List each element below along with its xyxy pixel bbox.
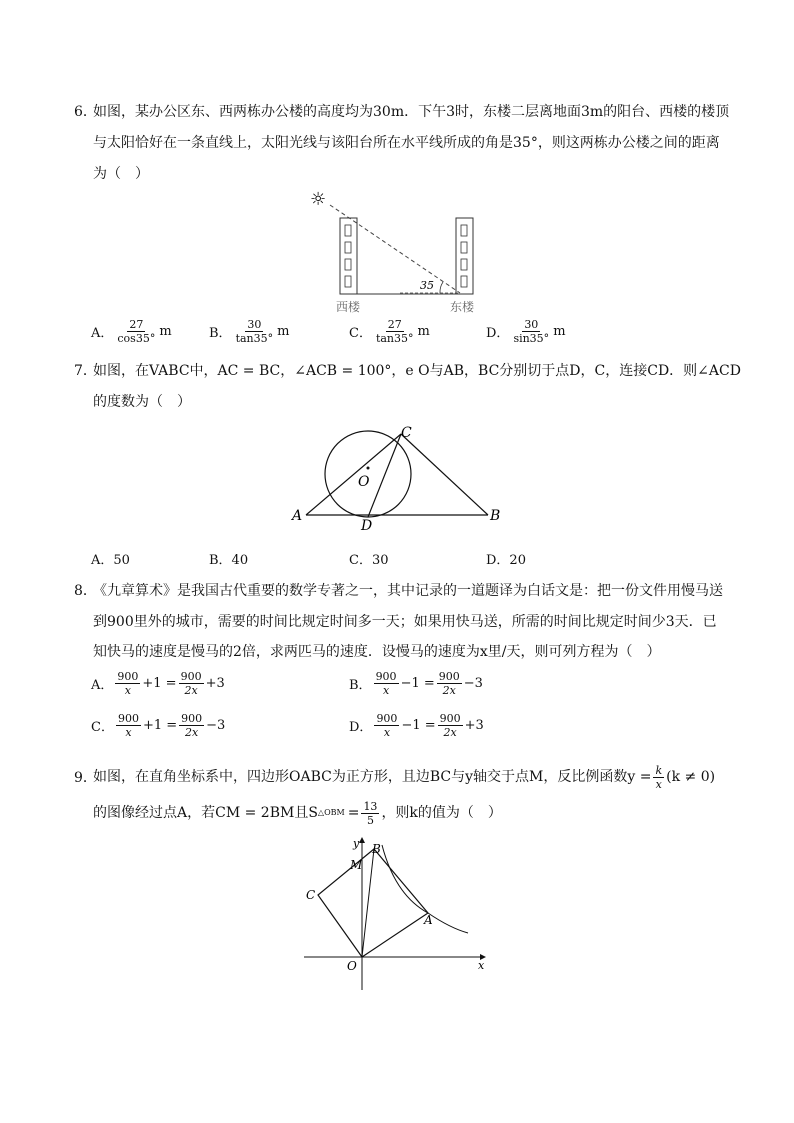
point-c-label: C [306, 888, 316, 902]
point-b-label: B [372, 842, 381, 856]
point-m-label: M [350, 858, 363, 872]
q9-number: 9． [74, 770, 97, 786]
q7-option-b[interactable]: B．40 [209, 553, 249, 568]
option-label: D． [349, 720, 373, 735]
denominator: x [383, 726, 391, 739]
option-label: C． [91, 720, 114, 735]
numerator: 30 [247, 318, 262, 331]
q8-text-line2: 到900里外的城市，需要的时间比规定时间多一天；如果用快马送，所需的时间比规定时间少3天．已 [93, 614, 717, 630]
option-label: B． [209, 326, 232, 341]
q9-figure [300, 835, 500, 995]
q6-option-b[interactable] [209, 318, 289, 345]
numerator: 27 [387, 318, 402, 331]
operator: +1 = [142, 718, 178, 733]
q8-option-b[interactable] [349, 670, 483, 697]
denominator: sin35° [513, 332, 550, 345]
q8-option-d[interactable] [349, 712, 484, 739]
option-label: A． [91, 678, 114, 693]
west-building-label: 西楼 [336, 300, 361, 314]
point-d-label: D [361, 518, 373, 533]
q8-text-line3: 知快马的速度是慢马的2倍，求两匹马的速度．设慢马的速度为x里/天，则可列方程为（ ） [93, 644, 661, 660]
q8-option-c[interactable] [91, 712, 225, 739]
denominator: x [125, 726, 132, 739]
west-building [340, 218, 357, 294]
denominator: 2x [185, 726, 199, 739]
operator: +3 [464, 718, 484, 733]
unit: m [159, 324, 172, 339]
q6-text-line1: 如图，某办公区东、西两栋办公楼的高度均为30m．下午3时，东楼二层离地面3m的阳台、西楼的楼顶 [93, 104, 730, 120]
denominator: 2x [443, 726, 457, 739]
q9-text-line1-start: 如图，在直角坐标系中，四边形OABC为正方形，且边BC与y轴交于点M，反比例函数y = [93, 769, 652, 785]
numerator: 30 [524, 318, 539, 331]
q6-option-c[interactable] [349, 318, 430, 345]
east-building [456, 218, 473, 294]
q8-text-line1: 《九章算术》是我国古代重要的数学专著之一，其中记录的一道题译为白话文是：把一份文件用慢马送 [93, 583, 723, 599]
area-subscript: △OBM [317, 808, 345, 817]
point-b-label: B [490, 508, 501, 524]
q6-text-line3: 为（ ） [93, 166, 149, 182]
numerator: 13 [363, 799, 378, 813]
numerator: 27 [129, 318, 144, 331]
q6-number: 6． [74, 104, 97, 120]
point-a-label: A [424, 913, 433, 927]
q9-text-line2-start: 的图像经过点A，若CM = 2BM且S [93, 805, 318, 821]
q9-text-line2 [93, 796, 502, 830]
numerator: 900 [117, 712, 139, 725]
point-o-label: O [347, 959, 357, 973]
operator: −3 [463, 676, 483, 691]
unit: m [277, 324, 290, 339]
numerator: 900 [439, 712, 461, 725]
axis-x-label: x [478, 959, 485, 972]
denominator: x [382, 684, 390, 697]
q7-number: 7． [74, 363, 97, 379]
east-building-label: 东楼 [450, 300, 475, 314]
q6-text-line2: 与太阳恰好在一条直线上，太阳光线与该阳台所在水平线所成的角是35°，则这两栋办公楼之间的距离 [93, 135, 720, 151]
point-o-label: O [358, 474, 370, 490]
q7-text-line1: 如图，在VABC中，AC = BC，∠ACB = 100°，e O与AB，BC分别切于点D，C，连接CD．则∠ACD [93, 363, 741, 379]
option-label: B． [349, 678, 372, 693]
operator: +3 [205, 676, 225, 691]
q7-figure [290, 418, 510, 533]
operator: −3 [206, 718, 226, 733]
operator: +1 = [142, 676, 177, 691]
denominator: 2x [442, 684, 456, 697]
q8-option-a[interactable] [91, 670, 225, 697]
unit: m [553, 324, 566, 339]
equals-sign: = [347, 805, 360, 821]
operator: −1 = [401, 718, 436, 733]
numerator: 900 [376, 712, 398, 725]
denominator: cos35° [117, 332, 156, 345]
angle-label: 35 [420, 279, 434, 292]
q9-text-line1 [93, 760, 715, 794]
numerator: 900 [438, 670, 460, 683]
option-label: A． [91, 326, 114, 341]
denominator: tan35° [235, 332, 274, 345]
q9-text-line2-end: ，则k的值为（ ） [381, 805, 502, 821]
numerator: 900 [375, 670, 397, 683]
q7-text-line2: 的度数为（ ） [93, 394, 191, 410]
denominator: x [124, 684, 131, 697]
axis-y-label: y [353, 837, 360, 850]
q7-option-d[interactable]: D．20 [486, 553, 526, 568]
sun-icon: ☼ [310, 189, 327, 210]
numerator: 900 [180, 670, 202, 683]
numerator: 900 [117, 670, 139, 683]
q9-text-line1-end: (k ≠ 0) [666, 769, 716, 785]
q6-option-d[interactable] [486, 318, 566, 345]
denominator: 5 [366, 813, 374, 827]
q6-option-a[interactable] [91, 318, 172, 345]
q6-figure [300, 185, 500, 320]
denominator: x [655, 777, 662, 791]
point-c-label: C [401, 425, 412, 441]
denominator: 2x [184, 684, 198, 697]
numerator: k [655, 763, 663, 777]
option-label: D． [486, 326, 510, 341]
point-a-label: A [292, 508, 303, 524]
q7-option-c[interactable]: C．30 [349, 553, 389, 568]
option-label: C． [349, 326, 372, 341]
unit: m [417, 324, 430, 339]
operator: −1 = [400, 676, 435, 691]
numerator: 900 [181, 712, 203, 725]
q7-option-a[interactable]: A．50 [91, 553, 130, 568]
q8-number: 8． [74, 583, 97, 599]
denominator: tan35° [375, 332, 414, 345]
